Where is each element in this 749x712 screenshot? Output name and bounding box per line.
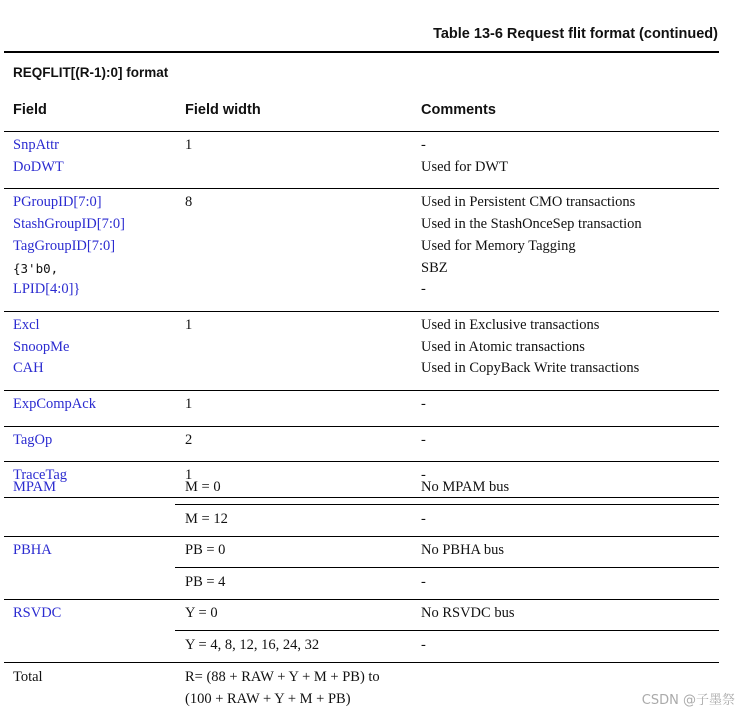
comment-line: SBZ xyxy=(421,259,448,276)
field-link[interactable]: TagGroupID[7:0] xyxy=(13,237,116,254)
header-field: Field xyxy=(13,102,47,118)
comment-line: No PBHA bus xyxy=(421,542,504,558)
field-width: 1 xyxy=(185,396,193,412)
field-link[interactable]: StashGroupID[7:0] xyxy=(13,216,125,233)
comment-line: Used in Exclusive transactions xyxy=(421,316,600,333)
field-link[interactable]: TagOp xyxy=(13,431,53,448)
field-link[interactable]: SnoopMe xyxy=(13,338,70,355)
field-cell xyxy=(13,192,125,301)
field-width: Y = 0 xyxy=(185,605,218,621)
comment-line: - xyxy=(421,396,426,412)
row-divider xyxy=(4,188,719,189)
row-divider xyxy=(4,461,719,462)
row-divider xyxy=(4,390,719,391)
comment-line: Used in CopyBack Write transactions xyxy=(421,360,640,377)
header-width: Field width xyxy=(185,102,261,118)
comment-line: Used for Memory Tagging xyxy=(421,237,576,254)
comment-line: No MPAM bus xyxy=(421,479,510,495)
row-divider xyxy=(4,426,719,427)
total-line: R= (88 + RAW + Y + M + PB) to xyxy=(185,669,380,685)
comment-line: - xyxy=(421,467,426,484)
field-width: M = 0 xyxy=(185,479,221,495)
field-cell xyxy=(13,315,69,380)
field-cell xyxy=(13,135,64,178)
comments-cell xyxy=(421,394,426,416)
comments-cell xyxy=(421,192,642,301)
comment-line: - xyxy=(421,511,426,527)
total-line: (100 + RAW + Y + M + PB) xyxy=(185,690,351,707)
comment-line: - xyxy=(421,574,426,590)
field-link[interactable]: ExpCompAck xyxy=(13,396,96,412)
field-cell xyxy=(13,394,96,416)
comment-line: - xyxy=(421,281,426,298)
comment-line: Used in the StashOnceSep transaction xyxy=(421,216,642,233)
field-width: Y = 4, 8, 12, 16, 24, 32 xyxy=(185,637,320,653)
format-title: REQFLIT[(R-1):0] format xyxy=(13,65,169,80)
row-divider xyxy=(4,131,719,132)
comment-line: Used for DWT xyxy=(421,158,508,175)
comments-cell xyxy=(421,135,508,178)
field-width: 1 xyxy=(185,467,193,484)
field-link[interactable]: CAH xyxy=(13,360,44,377)
comment-line: Used in Atomic transactions xyxy=(421,338,585,355)
comment-line: No RSVDC bus xyxy=(421,605,515,621)
row-divider xyxy=(4,311,719,312)
total-value xyxy=(185,667,380,710)
field-width: 8 xyxy=(185,194,193,211)
comment-line: - xyxy=(421,137,426,153)
field-width: M = 12 xyxy=(185,511,228,527)
field-link[interactable]: RSVDC xyxy=(13,605,62,621)
field-link[interactable]: PGroupID[7:0] xyxy=(13,194,102,211)
field-width: PB = 0 xyxy=(185,542,226,558)
row-divider xyxy=(4,662,719,663)
row-divider xyxy=(4,599,719,600)
comment-line: Used in Persistent CMO transactions xyxy=(421,194,636,211)
field-cell xyxy=(13,430,52,452)
sub-row-divider xyxy=(175,504,719,505)
field-link[interactable]: TraceTag xyxy=(13,467,68,484)
total-label: Total xyxy=(13,669,43,685)
sub-row-divider xyxy=(175,630,719,631)
comments-cell xyxy=(421,315,639,380)
comment-line: - xyxy=(421,431,426,448)
field-link[interactable]: MPAM xyxy=(13,479,56,495)
watermark: CSDN @子墨祭 xyxy=(641,693,735,708)
field-link[interactable]: SnpAttr xyxy=(13,137,59,153)
table-title: Table 13-6 Request flit format (continued) xyxy=(433,26,718,42)
row-divider xyxy=(4,536,719,537)
field-width: 1 xyxy=(185,137,193,153)
comments-cell xyxy=(421,430,426,452)
sub-row-divider xyxy=(175,567,719,568)
field-literal: {3'b0, xyxy=(13,260,59,276)
field-width: 2 xyxy=(185,431,193,448)
field-width: PB = 4 xyxy=(185,574,226,590)
comment-line: - xyxy=(421,637,426,653)
field-link[interactable]: Excl xyxy=(13,316,40,333)
field-link[interactable]: DoDWT xyxy=(13,158,64,175)
field-link[interactable]: LPID[4:0]} xyxy=(13,281,81,298)
field-link[interactable]: PBHA xyxy=(13,542,52,558)
top-rule xyxy=(4,51,719,53)
row-divider xyxy=(4,497,719,498)
field-width: 1 xyxy=(185,316,193,333)
header-comments: Comments xyxy=(421,102,496,118)
